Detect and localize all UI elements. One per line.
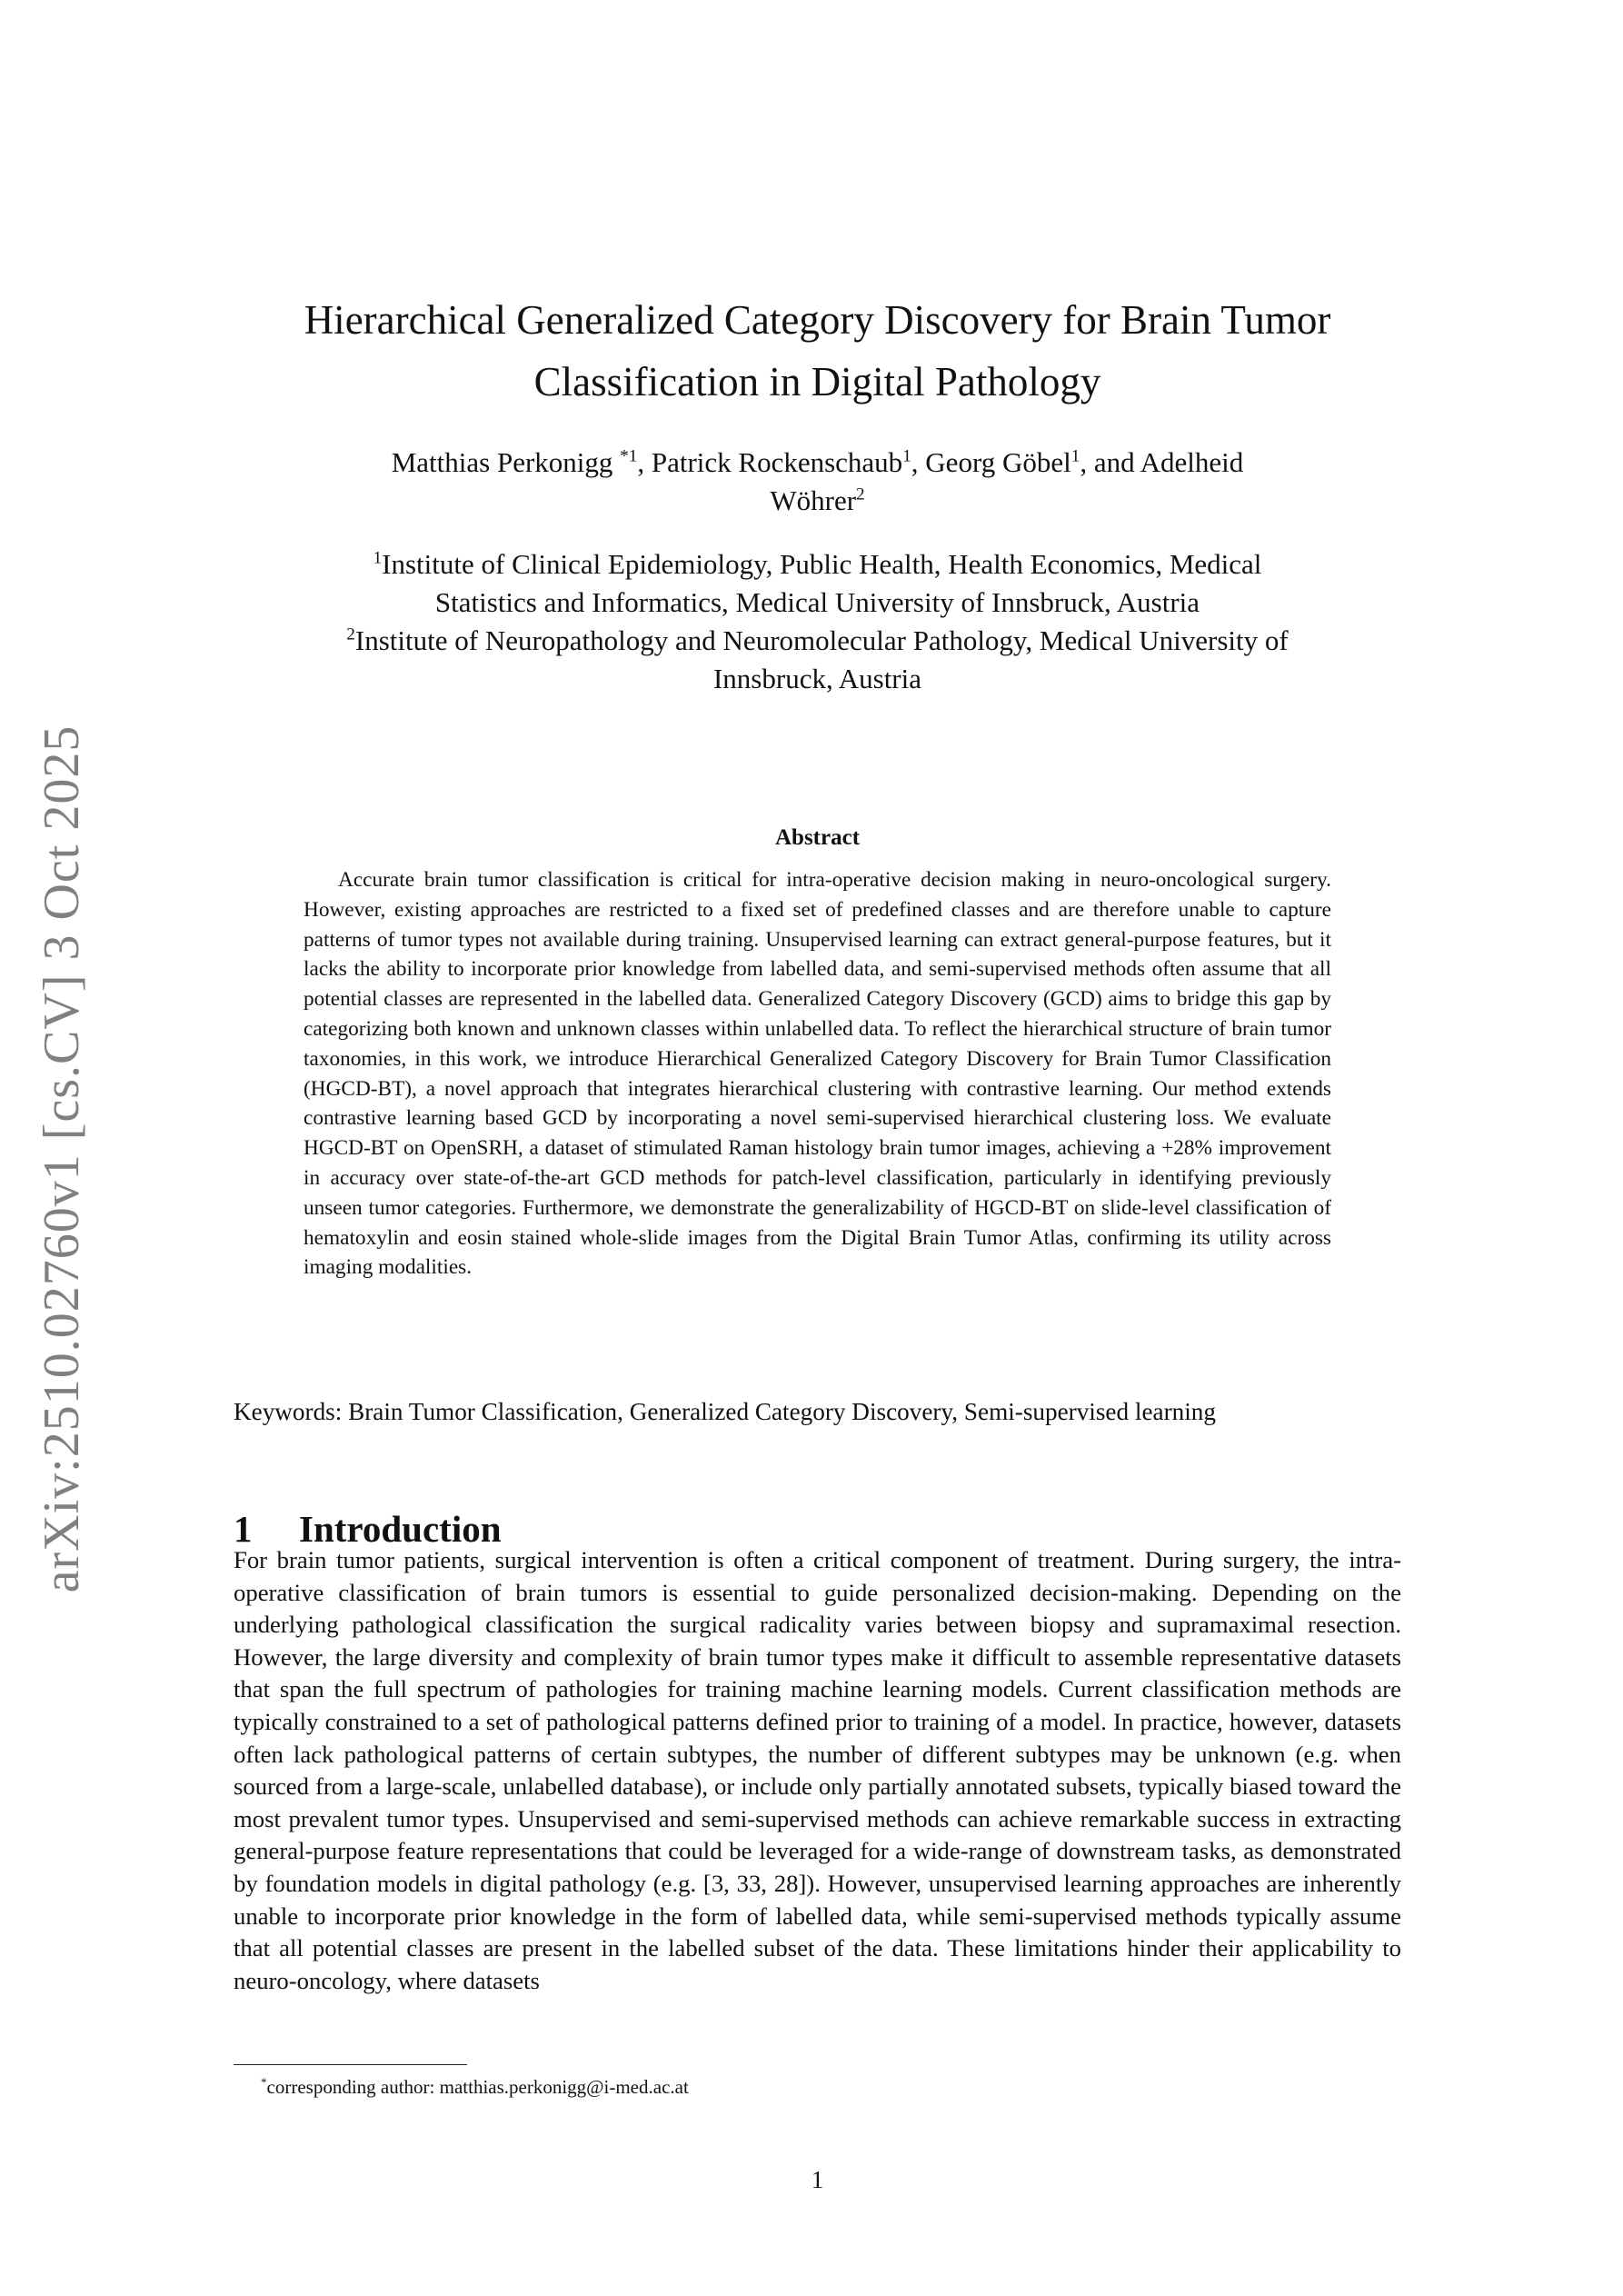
author-1-name: Matthias Perkonigg: [391, 446, 621, 478]
affiliation-1-sup: 1: [373, 548, 383, 568]
affiliation-2-sup: 2: [346, 624, 355, 644]
affiliation-2-line-1: Institute of Neuropathology and Neuromolecular Pathology, Medical University of: [354, 624, 1289, 656]
footnote: [261, 2074, 1351, 2100]
author-1-sup: *1: [620, 446, 638, 466]
author-4-sup: 2: [856, 484, 865, 504]
title-line-2: Classification in Digital Pathology: [533, 359, 1101, 404]
author-list: [234, 444, 1401, 520]
affiliation-1-line-1: Institute of Clinical Epidemiology, Public Health, Health Economics, Medical: [382, 548, 1262, 580]
author-2-name: , Patrick Rockenschaub: [637, 446, 903, 478]
abstract-heading: Abstract: [774, 825, 861, 850]
paper-title: [234, 289, 1401, 413]
arxiv-identifier: arXiv:2510.02760v1 [cs.CV] 3 Oct 2025: [34, 724, 90, 1593]
title-line-1: Hierarchical Generalized Category Discovery for Brain Tumor: [304, 297, 1331, 343]
author-3-sup: 1: [1070, 446, 1080, 466]
author-3-name: , Georg Göbel: [911, 446, 1071, 478]
footnote-divider: [234, 2064, 467, 2065]
page-number: 1: [811, 2166, 824, 2193]
arxiv-sidebar-stamp: [25, 691, 98, 1627]
affiliation-1-line-2: Statistics and Informatics, Medical University of Innsbruck, Austria: [434, 586, 1200, 618]
introduction-text: For brain tumor patients, surgical intervention is often a critical component of treatment. During surgery, the intra-operative classification of brain tumors is essential to guide personalized decision-making. Depending on the underlying pathological classification the surgical radicality varies between biopsy and supramaximal resection. However, the large diversity and complexity of brain tumor types make it difficult to assemble representative datasets that span the full spectrum of pathologies for training machine learning models. Current classification methods are typically constrained to a set of pathological patterns defined prior to training of a model. In practice, however, datasets often lack pathological patterns of certain subtypes, the number of different subtypes may be unknown (e.g. when sourced from a large-scale, unlabelled database), or include only partially annotated subsets, typically biased toward the most prevalent tumor types. Unsupervised and semi-supervised methods can achieve remarkable success in extracting general-purpose feature representations that could be leveraged for a wide-range of downstream tasks, as demonstrated by foundation models in digital pathology (e.g. [3, 33, 28]). However, unsupervised learning approaches are inherently unable to incorporate prior knowledge in the form of labelled data, while semi-supervised methods typically assume that all potential classes are present in the labelled subset of the data. These limitations hinder their applicability to neuro-oncology, where datasets: [234, 1546, 1401, 1994]
affiliation-2-line-2: Innsbruck, Austria: [712, 663, 922, 694]
affiliation-list: [234, 545, 1401, 698]
author-4-name: , and Adelheid: [1080, 446, 1244, 478]
author-2-sup: 1: [902, 446, 911, 466]
section-title: Introduction: [299, 1508, 502, 1551]
footnote-mark: *: [261, 2075, 267, 2089]
section-number: 1: [234, 1508, 253, 1551]
author-4-name-line2: Wöhrer: [770, 484, 857, 516]
footnote-text: corresponding author: matthias.perkonigg@i-med.ac.at: [266, 2076, 689, 2098]
keywords: Keywords: Brain Tumor Classification, Generalized Category Discovery, Semi-supervised learning: [234, 1398, 1216, 1425]
abstract-text: Accurate brain tumor classification is critical for intra-operative decision making in neuro-oncological surgery. However, existing approaches are restricted to a fixed set of predefined classes and are therefore unable to capture patterns of tumor types not available during training. Unsupervised learning can extract general-purpose features, but it lacks the ability to incorporate prior knowledge from labelled data, and semi-supervised methods often assume that all potential classes are represented in the labelled data. Generalized Category Discovery (GCD) aims to bridge this gap by categorizing both known and unknown classes within unlabelled data. To reflect the hierarchical structure of brain tumor taxonomies, in this work, we introduce Hierarchical Generalized Category Discovery for Brain Tumor Classification (HGCD-BT), a novel approach that integrates hierarchical clustering with contrastive learning. Our method extends contrastive learning based GCD by incorporating a novel semi-supervised hierarchical clustering loss. We evaluate HGCD-BT on OpenSRH, a dataset of stimulated Raman histology brain tumor images, achieving a +28% improvement in accuracy over state-of-the-art GCD methods for patch-level classification, particularly in identifying previously unseen tumor categories. Furthermore, we demonstrate the generalizability of HGCD-BT on slide-level classification of hematoxylin and eosin stained whole-slide images from the Digital Brain Tumor Atlas, confirming its utility across imaging modalities.: [304, 868, 1331, 1280]
